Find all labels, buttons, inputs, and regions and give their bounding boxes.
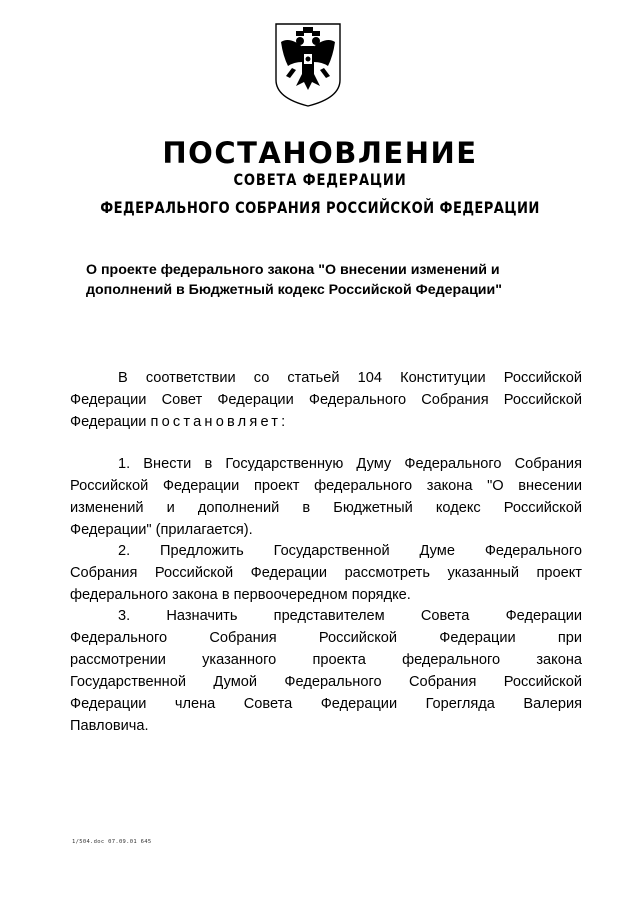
item-1-line: изменений и дополнений в Бюджетный кодекс Российской [70, 500, 582, 516]
document-subtitle-council: СОВЕТА ФЕДЕРАЦИИ [233, 170, 407, 189]
item-1-line: 1. Внести в Государственную Думу Федерального Собрания [118, 456, 582, 472]
item-3-line: Федерации члена Совета Федерации Горегляда Валерия [70, 696, 582, 712]
item-3-line: Павловича. [70, 718, 149, 734]
item-1-line: Федерации" (прилагается). [70, 522, 253, 538]
item-3-line: 3. Назначить представителем Совета Федерации [118, 608, 582, 624]
document-subtitle-assembly: ФЕДЕРАЛЬНОГО СОБРАНИЯ РОССИЙСКОЙ ФЕДЕРАЦИИ [100, 198, 540, 217]
preamble-line: Федерации Совет Федерации Федерального Собрания Российской [70, 392, 582, 408]
item-3-line: рассмотрении указанного проекта федерального закона [70, 652, 582, 668]
preamble-line: В соответствии со статьей 104 Конституции Российской [118, 370, 582, 386]
item-3-line: Федерального Собрания Российской Федерации при [70, 630, 582, 646]
preamble-line [70, 412, 288, 432]
file-code: 1/504.doc 07.09.01 645 [72, 839, 152, 845]
russian-coat-of-arms-icon [272, 22, 344, 108]
item-1-line: Российской Федерации проект федерального закона "О внесении [70, 478, 582, 494]
subject-line: дополнений в Бюджетный кодекс Российской Федерации" [86, 282, 502, 298]
resolves-word: постановляет: [150, 414, 289, 430]
preamble-text: Федерации [70, 414, 151, 430]
subject-line: О проекте федерального закона "О внесении изменений и [86, 262, 500, 278]
document-title: ПОСТАНОВЛЕНИЕ [162, 136, 478, 170]
item-3-line: Государственной Думой Федерального Собрания Российской [70, 674, 582, 690]
resolution-subject [86, 260, 576, 300]
item-2-line: Собрания Российской Федерации рассмотреть указанный проект [70, 565, 582, 581]
item-2-line: федерального закона в первоочередном порядке. [70, 587, 411, 603]
item-2-line: 2. Предложить Государственной Думе Федерального [118, 543, 582, 559]
